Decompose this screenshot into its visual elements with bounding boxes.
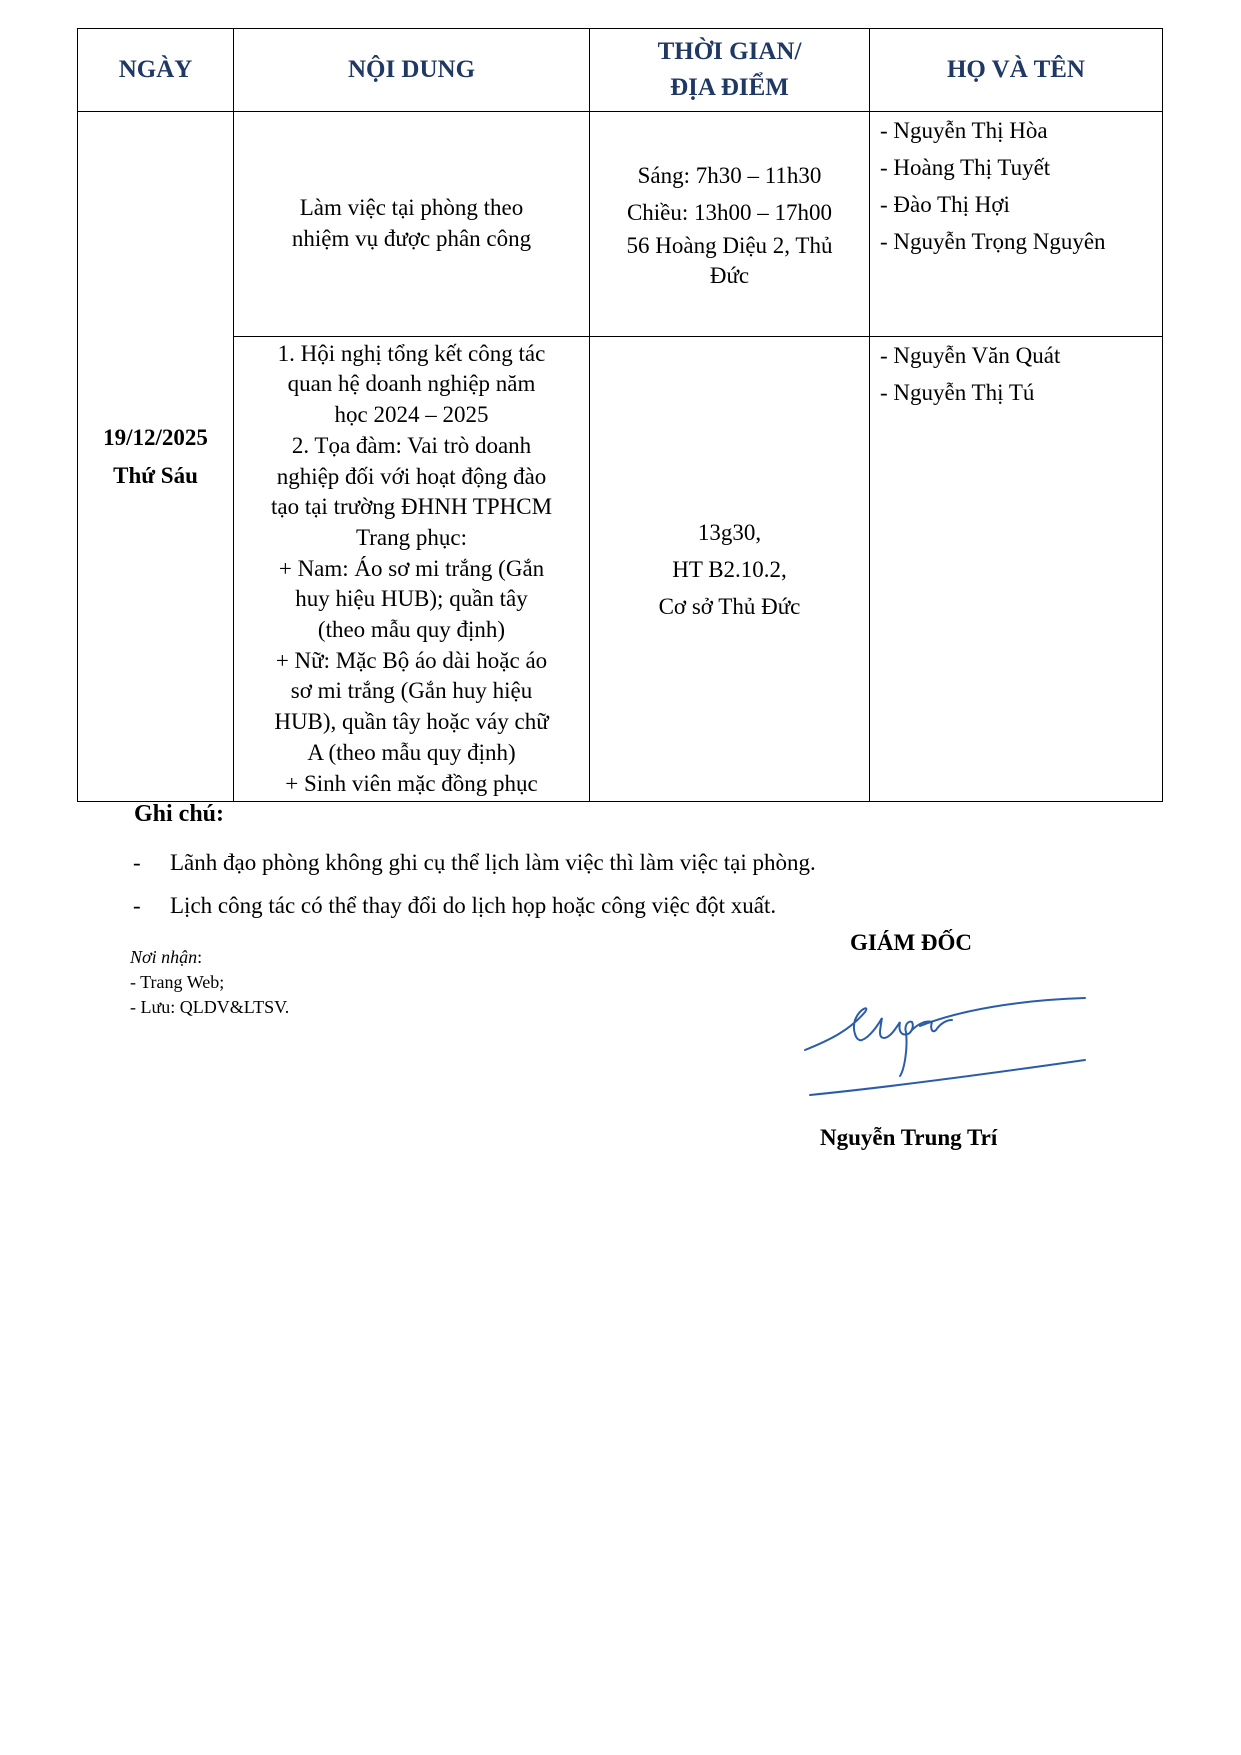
- recipients-title: Nơi nhận: [130, 947, 198, 967]
- time-location-cell: [590, 337, 870, 802]
- time-line: Sáng: 7h30 – 11h30: [637, 163, 822, 188]
- content-line: Làm việc tại phòng theo: [299, 195, 524, 221]
- location-line: Đức: [709, 263, 750, 288]
- table-header-row: [78, 29, 1163, 112]
- day-cell: [78, 112, 234, 802]
- signature-underline: [810, 1060, 1085, 1095]
- content-line: HUB), quần tây hoặc váy chữ: [274, 709, 549, 735]
- content-line: + Nữ: Mặc Bộ áo dài hoặc áo: [275, 647, 548, 673]
- day-date: 19/12/2025: [103, 424, 208, 450]
- person-name: - Nguyễn Thị Hòa: [880, 118, 1048, 143]
- note-text: Lịch công tác có thể thay đổi do lịch họp hoặc công việc đột xuất.: [170, 893, 777, 918]
- person-name: - Nguyễn Thị Tú: [880, 380, 1035, 405]
- content-line: tạo tại trường ĐHNH TPHCM: [270, 494, 553, 520]
- content-cell: [234, 337, 590, 802]
- note-item: [133, 884, 816, 927]
- content-line: quan hệ doanh nghiệp năm: [287, 371, 536, 397]
- time-line: Chiều: 13h00 – 17h00: [626, 200, 833, 225]
- person-name: - Nguyễn Trọng Nguyên: [880, 229, 1106, 254]
- header-day: NGÀY: [78, 29, 234, 112]
- location-line: 56 Hoàng Diệu 2, Thủ: [626, 233, 833, 258]
- location-line: HT B2.10.2,: [672, 556, 787, 582]
- schedule-table: [77, 28, 1163, 802]
- time-location-cell: [590, 112, 870, 337]
- header-content: NỘI DUNG: [234, 29, 590, 112]
- note-item: [133, 841, 816, 884]
- signatory-title: GIÁM ĐỐC: [850, 930, 973, 955]
- notes-section: [134, 801, 816, 927]
- header-people: HỌ VÀ TÊN: [870, 29, 1163, 112]
- content-line: + Sinh viên mặc đồng phục: [285, 770, 538, 796]
- recipients-section: [130, 945, 289, 1020]
- recipient-item: - Lưu: QLDV&LTSV.: [130, 997, 290, 1017]
- people-cell: [870, 112, 1163, 337]
- handwritten-signature: [800, 990, 1100, 1110]
- content-line: (theo mẫu quy định): [317, 617, 506, 643]
- content-line: huy hiệu HUB); quần tây: [295, 586, 528, 612]
- table-row: [78, 337, 1163, 802]
- content-cell: [234, 112, 590, 337]
- table-row: [78, 112, 1163, 337]
- location-line: Cơ sở Thủ Đức: [658, 593, 801, 619]
- content-line: nghiệp đối với hoạt động đào: [276, 463, 547, 489]
- person-name: - Hoàng Thị Tuyết: [880, 155, 1051, 180]
- content-line: sơ mi trắng (Gắn huy hiệu: [290, 678, 533, 704]
- content-line: 2. Tọa đàm: Vai trò doanh: [291, 432, 532, 458]
- content-line: Trang phục:: [356, 524, 467, 550]
- header-time-line1: THỜI GIAN/: [657, 38, 802, 65]
- time-line: 13g30,: [697, 519, 762, 545]
- recipients-heading: [130, 945, 289, 970]
- header-time-location: [590, 29, 870, 112]
- content-line: nhiệm vụ được phân công: [291, 226, 532, 251]
- notes-title: Ghi chú:: [134, 801, 225, 827]
- note-dash: -: [133, 850, 141, 875]
- signature-stroke: [805, 998, 1085, 1076]
- content-line: A (theo mẫu quy định): [307, 739, 516, 765]
- recipients-colon: :: [197, 947, 203, 967]
- person-name: - Đào Thị Hợi: [880, 192, 1010, 217]
- content-line: học 2024 – 2025: [334, 402, 489, 428]
- people-cell: [870, 337, 1163, 802]
- content-line: + Nam: Áo sơ mi trắng (Gắn: [278, 555, 545, 581]
- note-text: Lãnh đạo phòng không ghi cụ thể lịch làm việc thì làm việc tại phòng.: [170, 850, 816, 875]
- signer-name: Nguyễn Trung Trí: [820, 1125, 998, 1150]
- content-line: 1. Hội nghị tổng kết công tác: [277, 340, 546, 366]
- header-time-line2: ĐỊA ĐIỂM: [670, 74, 789, 101]
- recipient-item: - Trang Web;: [130, 972, 225, 992]
- person-name: - Nguyễn Văn Quát: [880, 343, 1061, 368]
- day-weekday: Thứ Sáu: [113, 462, 198, 488]
- note-dash: -: [133, 893, 141, 918]
